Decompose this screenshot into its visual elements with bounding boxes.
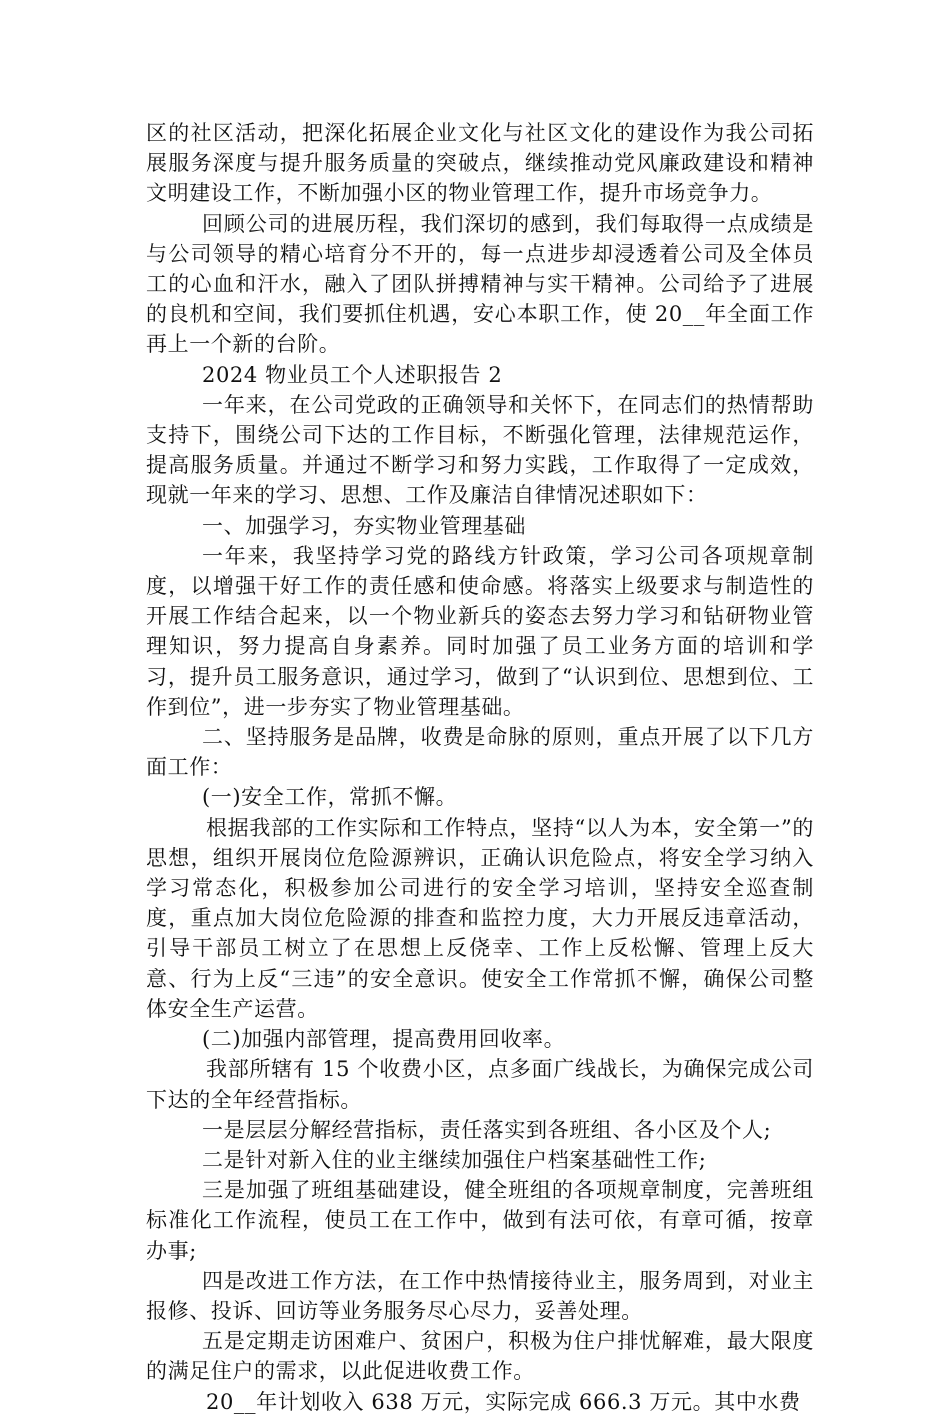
section-heading: 2024 物业员工个人述职报告 2 <box>202 362 503 387</box>
section-heading: 一、加强学习，夯实物业管理基础 <box>202 513 526 538</box>
paragraph: 20__年计划收入 638 万元，实际完成 666.3 万元。其中水费 <box>206 1389 801 1414</box>
paragraph: 一年来，在公司党政的正确领导和关怀下，在同志们的热情帮助支持下，围绕公司下达的工作目标，不断强化管理，法律规范运作，提高服务质量。并通过不断学习和努力实践，工作取得了一定成效，现就一年来的学习、思想、工作及廉洁自律情况述职如下： <box>146 392 814 508</box>
subsection-heading: (一)安全工作，常抓不懈。 <box>202 785 458 810</box>
list-item: 五是定期走访困难户、贫困户，积极为住户排忧解难，最大限度的满足住户的需求，以此促进收费工作。 <box>146 1329 814 1384</box>
list-item: 二是针对新入住的业主继续加强住户档案基础性工作; <box>202 1147 707 1172</box>
subsection-heading: (二)加强内部管理，提高费用回收率。 <box>202 1027 566 1052</box>
list-item: 四是改进工作方法，在工作中热情接待业主，服务周到，对业主报修、投诉、回访等业务服务尽心尽力，妥善处理。 <box>146 1268 814 1323</box>
document-body <box>146 118 814 1417</box>
paragraph: 回顾公司的进展历程，我们深切的感到，我们每取得一点成绩是与公司领导的精心培育分不开的，每一点进步却浸透着公司及全体员工的心血和汗水，融入了团队拼搏精神与实干精神。公司给予了进展的良机和空间，我们要抓住机遇，安心本职工作，使 20__年全面工作再上一个新的台阶。 <box>146 211 814 357</box>
list-item: 三是加强了班组基础建设，健全班组的各项规章制度，完善班组标准化工作流程，使员工在工作中，做到有法可依，有章可循，按章办事; <box>146 1178 814 1263</box>
paragraph: 一年来，我坚持学习党的路线方针政策，学习公司各项规章制度，以增强干好工作的责任感和使命感。将落实上级要求与制造性的开展工作结合起来，以一个物业新兵的姿态去努力学习和钻研物业管理知识，努力提高自身素养。同时加强了员工业务方面的培训和学习，提升员工服务意识，通过学习，做到了“认识到位、思想到位、工作到位”，进一步夯实了物业管理基础。 <box>146 543 814 719</box>
list-item: 一是层层分解经营指标，责任落实到各班组、各小区及个人; <box>202 1117 772 1142</box>
paragraph: 区的社区活动，把深化拓展企业文化与社区文化的建设作为我公司拓展服务深度与提升服务质量的突破点，继续推动党风廉政建设和精神文明建设工作，不断加强小区的物业管理工作，提升市场竞争力。 <box>146 121 814 206</box>
section-heading: 二、坚持服务是品牌，收费是命脉的原则，重点开展了以下几方面工作： <box>146 725 814 780</box>
paragraph: 我部所辖有 15 个收费小区，点多面广线战长，为确保完成公司下达的全年经营指标。 <box>146 1057 814 1112</box>
paragraph: 根据我部的工作实际和工作特点，坚持“以人为本，安全第一”的思想，组织开展岗位危险源辨识，正确认识危险点，将安全学习纳入学习常态化，积极参加公司进行的安全学习培训，坚持安全巡查制度，重点加大岗位危险源的排查和监控力度，大力开展反违章活动，引导干部员工树立了在思想上反侥幸、工作上反松懈、管理上反大意、行为上反“三违”的安全意识。使安全工作常抓不懈，确保公司整体安全生产运营。 <box>146 815 814 1021</box>
